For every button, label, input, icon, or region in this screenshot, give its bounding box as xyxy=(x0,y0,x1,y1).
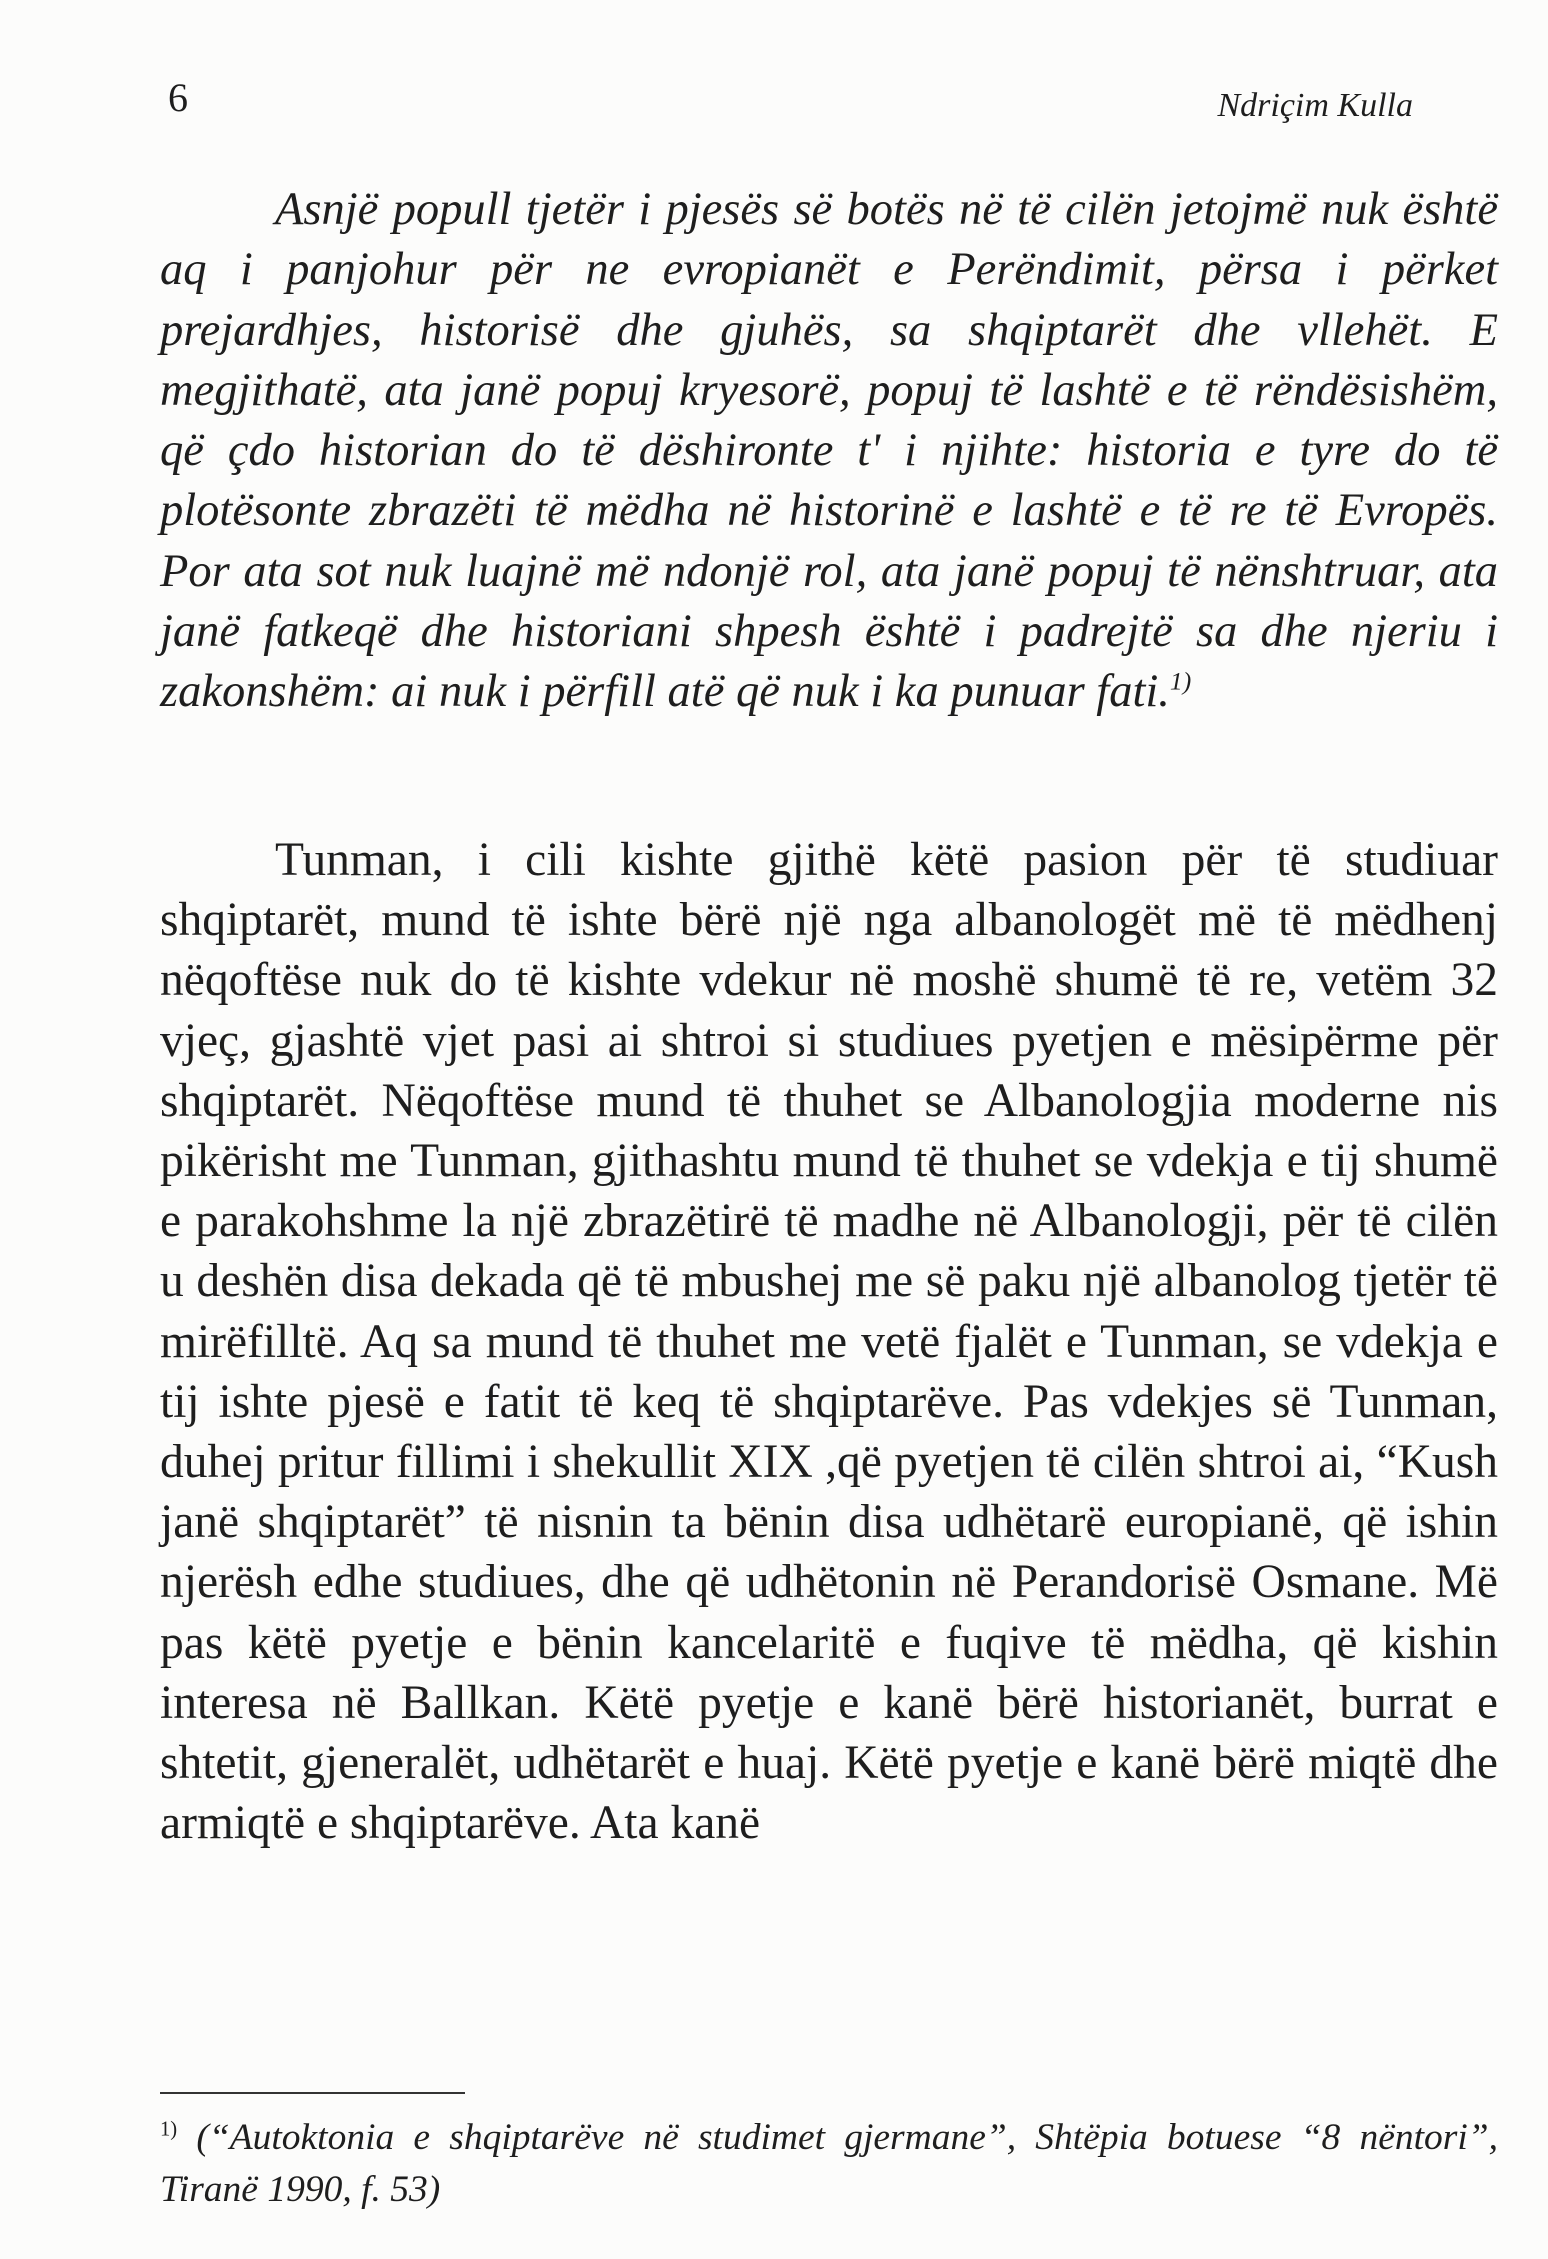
quote-text: Asnjë popull tjetër i pjesës së botës në të cilën jetojmë nuk është aq i panjohur për ne evropianët e Perëndimit, përsa i përket prejardhjes, historisë dhe gjuhës, sa shqiptarët dhe vllehët. E megjithatë, ata janë popuj kryesorë, popuj të lashtë e të rëndësishëm, që çdo historian do të dëshironte t' i njihte: historia e tyre do të plotësonte zbrazëti të mëdha në historinë e lashtë e të re të Evropës. Por ata sot nuk luajnë më ndonjë rol, ata janë popuj të nënshtruar, ata janë fatkeqë dhe historiani shpesh është i padrejtë sa dhe njeriu i zakonshëm: ai nuk i përfill atë që nuk i ka punuar fati. xyxy=(160,184,1498,718)
footnote-divider xyxy=(160,2092,465,2094)
footnote xyxy=(160,2112,1498,2216)
footnote-marker: 1) xyxy=(160,2118,178,2141)
body-paragraph: Tunman, i cili kishte gjithë këtë pasion për të studiuar shqiptarët, mund të ishte bërë një nga albanologët më të mëdhenj nëqoftëse nuk do të kishte vdekur në moshë shumë të re, vetëm 32 vjeç, gjashtë vjet pasi ai shtroi si studiues pyetjen e mësipërme për shqiptarët. Nëqoftëse mund të thuhet se Albanologjia moderne nis pikërisht me Tunman, gjithashtu mund të thuhet se vdekja e tij shumë e parakohshme la një zbrazëtirë të madhe në Albanologji, për të cilën u deshën disa dekada që të mbushej me së paku një albanolog tjetër të mirëfilltë. Aq sa mund të thuhet me vetë fjalët e Tunman, se vdekja e tij ishte pjesë e fatit të keq të shqiptarëve. Pas vdekjes së Tunman, duhej pritur fillimi i shekullit XIX ,që pyetjen të cilën shtroi ai, “Kush janë shqiptarët” të nisnin ta bënin disa udhëtarë europianë, që ishin njerësh edhe studiues, dhe që udhëtonin në Perandorisë Osmane. Më pas këtë pyetje e bënin kancelaritë e fuqive të mëdha, që kishin interesa në Ballkan. Këtë pyetje e kanë bërë historianët, burrat e shtetit, gjeneralët, udhëtarët e huaj. Këtë pyetje e kanë bërë miqtë dhe armiqtë e shqiptarëve. Ata kanë xyxy=(160,834,1498,1850)
page-number: 6 xyxy=(168,75,188,120)
footnote-text: (“Autoktonia e shqiptarëve në studimet gjermane”, Shtëpia botuese “8 nëntori”, Tiranë 1990, f. 53) xyxy=(160,2117,1498,2210)
footnote-reference: 1) xyxy=(1169,666,1192,696)
quote-paragraph xyxy=(160,180,1498,723)
running-head-author: Ndriçim Kulla xyxy=(1217,87,1413,124)
